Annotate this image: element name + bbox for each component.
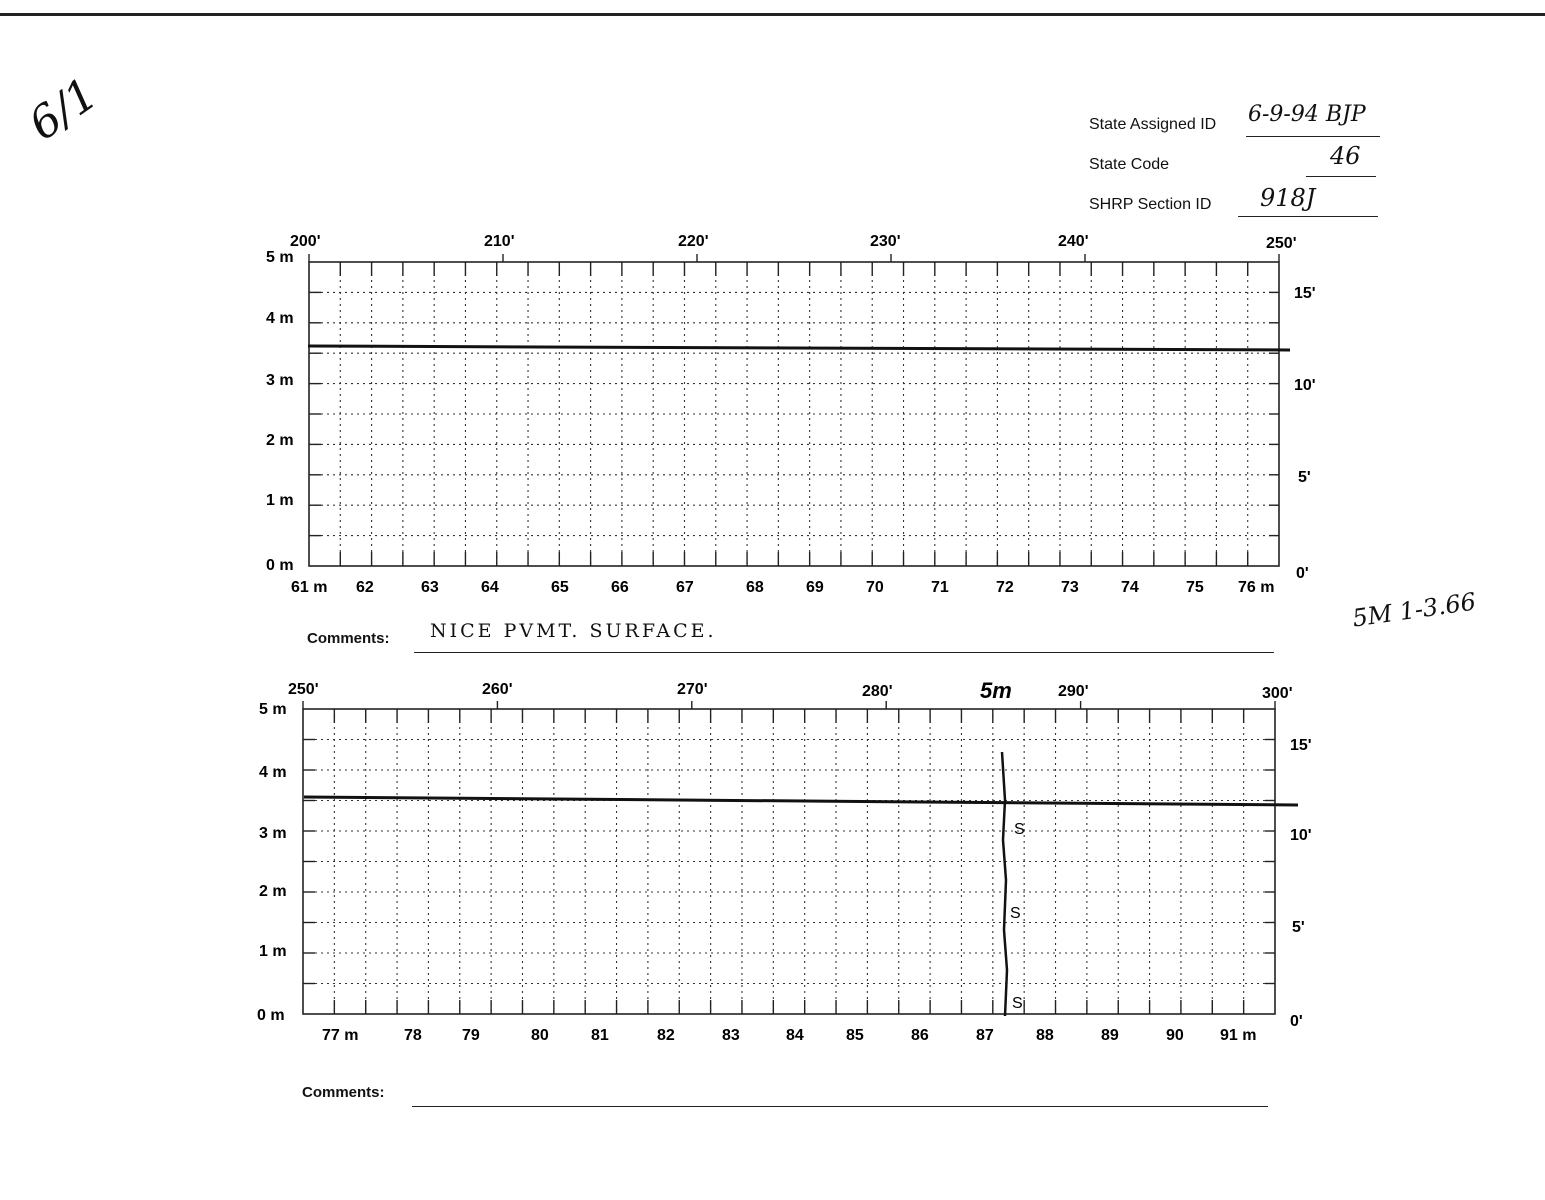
chart-2-crack-mark: S: [1014, 821, 1025, 838]
chart-1-ft-label: 200': [290, 233, 321, 250]
chart-2-m-label: 4 m: [259, 764, 287, 781]
chart-2-comments-label: Comments:: [302, 1084, 385, 1101]
chart-1-m-label: 0 m: [266, 557, 294, 574]
side-note: 5M 1-3.66: [1350, 587, 1478, 633]
chart-1-bottom-m-label: 66: [611, 579, 629, 596]
chart-2-m-label: 3 m: [259, 825, 287, 842]
chart-1-ft-label: 220': [678, 233, 709, 250]
chart-2-transverse-crack: [1002, 752, 1007, 1016]
chart-1-bottom-m-label: 61 m: [291, 579, 328, 596]
chart-1-ft-label: 230': [870, 233, 901, 250]
chart-2-comments-underline: [412, 1104, 1268, 1107]
chart-1-ft-label: 210': [484, 233, 515, 250]
chart-2-bottom-m-label: 88: [1036, 1027, 1054, 1044]
chart-1-bottom-m-label: 67: [676, 579, 694, 596]
state-code-value: 46: [1330, 142, 1361, 170]
chart-2-right-ft-label: 10': [1290, 827, 1312, 844]
chart-2-bottom-m-label: 78: [404, 1027, 422, 1044]
chart-2-m-label: 5 m: [259, 701, 287, 718]
state-code-label: State Code: [1089, 156, 1170, 173]
chart-2-annotation: 5m: [980, 678, 1012, 703]
chart-1-bottom-m-label: 68: [746, 579, 764, 596]
chart-2-bottom-m-label: 83: [722, 1027, 740, 1044]
chart-2-right-ft-label: 15': [1290, 737, 1312, 754]
chart-2-bottom-m-label: 87: [976, 1027, 994, 1044]
chart-2-ft-label: 270': [677, 681, 708, 698]
chart-2-right-ft-label: 0': [1290, 1013, 1303, 1030]
chart-1-bottom-m-label: 75: [1186, 579, 1204, 596]
chart-1-comments-label: Comments:: [307, 630, 390, 647]
chart-1-bottom-m-label: 73: [1061, 579, 1079, 596]
chart-1-bottom-m-label: 74: [1121, 579, 1139, 596]
chart-2-bottom-m-label: 90: [1166, 1027, 1184, 1044]
chart-2-grid: [303, 709, 1275, 1014]
chart-2-bottom-m-label: 80: [531, 1027, 549, 1044]
chart-1-right-ft-label: 5': [1298, 469, 1311, 486]
chart-2-ft-label: 300': [1262, 685, 1293, 702]
chart-2-bottom-m-label: 81: [591, 1027, 609, 1044]
chart-1-m-label: 1 m: [266, 492, 294, 509]
chart-1-m-label: 5 m: [266, 249, 294, 266]
chart-2-ft-label: 280': [862, 683, 893, 700]
chart-2-bottom-m-label: 82: [657, 1027, 675, 1044]
chart-1-bottom-m-label: 76 m: [1238, 579, 1275, 596]
chart-2-ft-label: 260': [482, 681, 513, 698]
chart-2-bottom-m-label: 91 m: [1220, 1027, 1257, 1044]
chart-1-comments-value: NICE PVMT. SURFACE.: [430, 620, 717, 642]
chart-2-bottom-m-label: 86: [911, 1027, 929, 1044]
chart-1-bottom-m-label: 63: [421, 579, 439, 596]
chart-1-ft-label: 250': [1266, 235, 1297, 252]
chart-2-m-label: 2 m: [259, 883, 287, 900]
chart-2-bottom-m-label: 84: [786, 1027, 804, 1044]
chart-2-ticks: [303, 701, 1275, 1014]
chart-1-right-ft-label: 10': [1294, 377, 1316, 394]
chart-1-bottom-m-label: 69: [806, 579, 824, 596]
chart-1-bottom-m-label: 62: [356, 579, 374, 596]
chart-1-bottom-m-label: 70: [866, 579, 884, 596]
chart-2-bottom-m-label: 79: [462, 1027, 480, 1044]
chart-1-bottom-m-label: 72: [996, 579, 1014, 596]
chart-1-right-ft-label: 15': [1294, 285, 1316, 302]
chart-1-m-label: 2 m: [266, 432, 294, 449]
chart-2-m-label: 0 m: [257, 1007, 285, 1024]
chart-1-bottom-m-label: 64: [481, 579, 499, 596]
chart-1-bottom-m-label: 71: [931, 579, 949, 596]
chart-1-bottom-m-label: 65: [551, 579, 569, 596]
chart-2-bottom-m-label: 77 m: [322, 1027, 359, 1044]
chart-2-crack-mark: S: [1010, 905, 1021, 922]
shrp-section-id-value: 918J: [1260, 184, 1316, 212]
state-assigned-id-value: 6-9-94 BJP: [1248, 102, 1366, 127]
state-assigned-id-label: State Assigned ID: [1089, 116, 1217, 133]
margin-note: 6/1: [19, 68, 108, 151]
chart-2-crack-mark: S: [1012, 995, 1023, 1012]
chart-2-ft-label: 250': [288, 681, 319, 698]
chart-2-m-label: 1 m: [259, 943, 287, 960]
chart-2-bottom-m-label: 85: [846, 1027, 864, 1044]
chart-1-m-label: 3 m: [266, 372, 294, 389]
chart-1-right-ft-label: 0': [1296, 565, 1309, 582]
chart-2-bottom-m-label: 89: [1101, 1027, 1119, 1044]
chart-1-m-label: 4 m: [266, 310, 294, 327]
shrp-section-id-label: SHRP Section ID: [1089, 196, 1212, 213]
chart-1-ft-label: 240': [1058, 233, 1089, 250]
chart-2-right-ft-label: 5': [1292, 919, 1305, 936]
chart-2-ft-label: 290': [1058, 683, 1089, 700]
